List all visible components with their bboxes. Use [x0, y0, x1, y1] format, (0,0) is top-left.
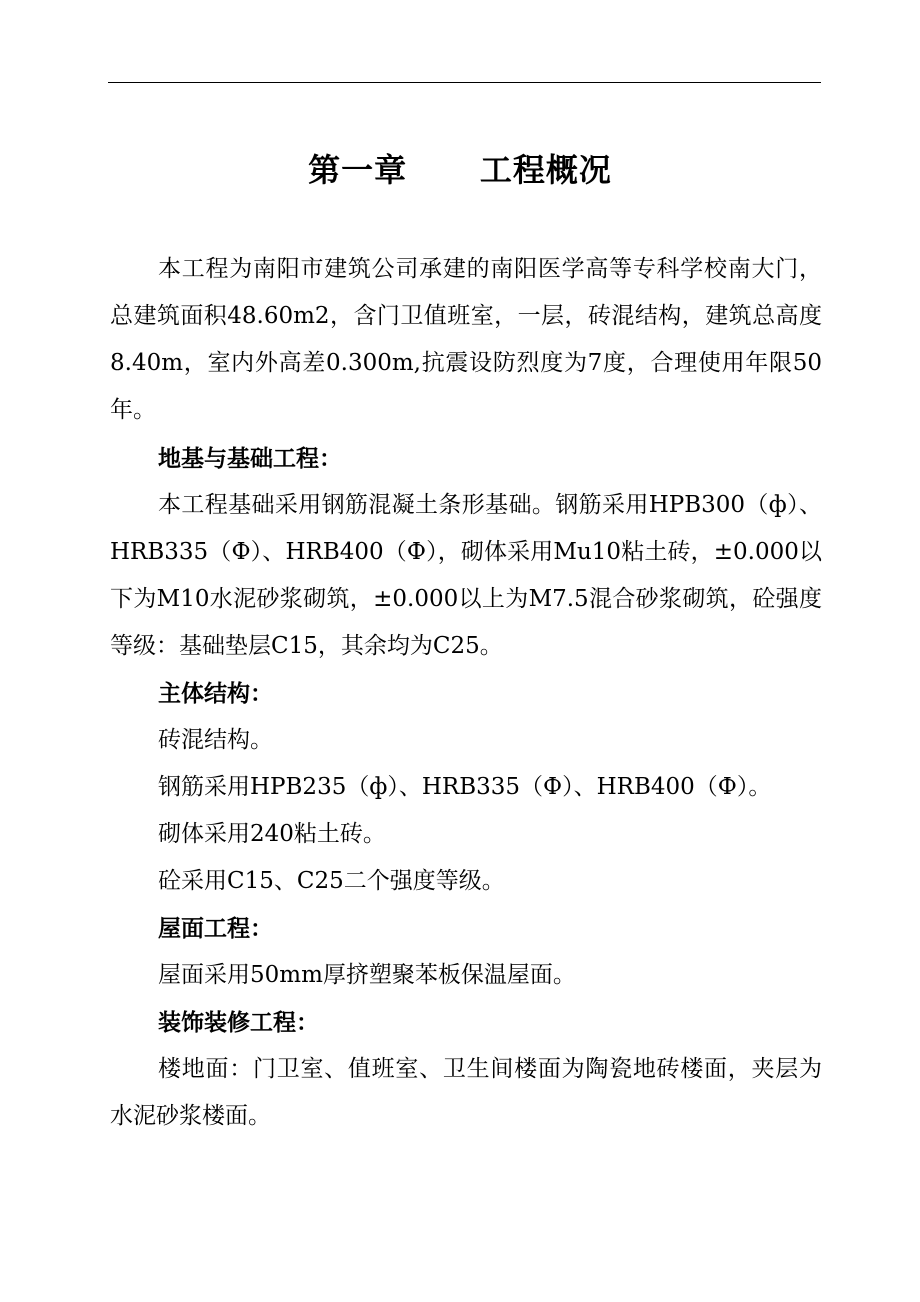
- document-body: [110, 246, 822, 1140]
- concrete-paragraph: 砼采用C15、C25二个强度等级。: [158, 868, 505, 894]
- floor-paragraph: 楼地面：门卫室、值班室、卫生间楼面为陶瓷地砖楼面，夹层为水泥砂浆楼面。: [110, 1056, 822, 1129]
- roof-heading: 屋面工程：: [158, 915, 273, 942]
- header-rule: [108, 82, 821, 83]
- rebar-paragraph: 钢筋采用HPB235（ф）、HRB335（Ф）、HRB400（Ф）。: [158, 774, 772, 800]
- decoration-heading: 装饰装修工程：: [158, 1009, 319, 1036]
- roof-paragraph: 屋面采用50mm厚挤塑聚苯板保温屋面。: [158, 962, 576, 988]
- chapter-title: 第一章 工程概况: [308, 151, 612, 189]
- structure-type-paragraph: 砖混结构。: [158, 727, 273, 753]
- project-overview-paragraph: 本工程为南阳市建筑公司承建的南阳医学高等专科学校南大门，总建筑面积48.60m2，含门卫值班室，一层，砖混结构，建筑总高度8.40m，室内外高差0.300m,抗震设防烈度为7度，合理使用年限50年。: [110, 256, 822, 423]
- foundation-paragraph: 本工程基础采用钢筋混凝土条形基础。钢筋采用HPB300（ф）、HRB335（Ф）、HRB400（Ф），砌体采用Mu10粘土砖，±0.000以下为M10水泥砂浆砌筑，±0.000以上为M7.5混合砂浆砌筑，砼强度等级：基础垫层C15，其余均为C25。: [110, 492, 822, 659]
- main-structure-heading: 主体结构：: [158, 680, 273, 707]
- foundation-heading: 地基与基础工程：: [158, 445, 342, 472]
- masonry-paragraph: 砌体采用240粘土砖。: [158, 821, 386, 847]
